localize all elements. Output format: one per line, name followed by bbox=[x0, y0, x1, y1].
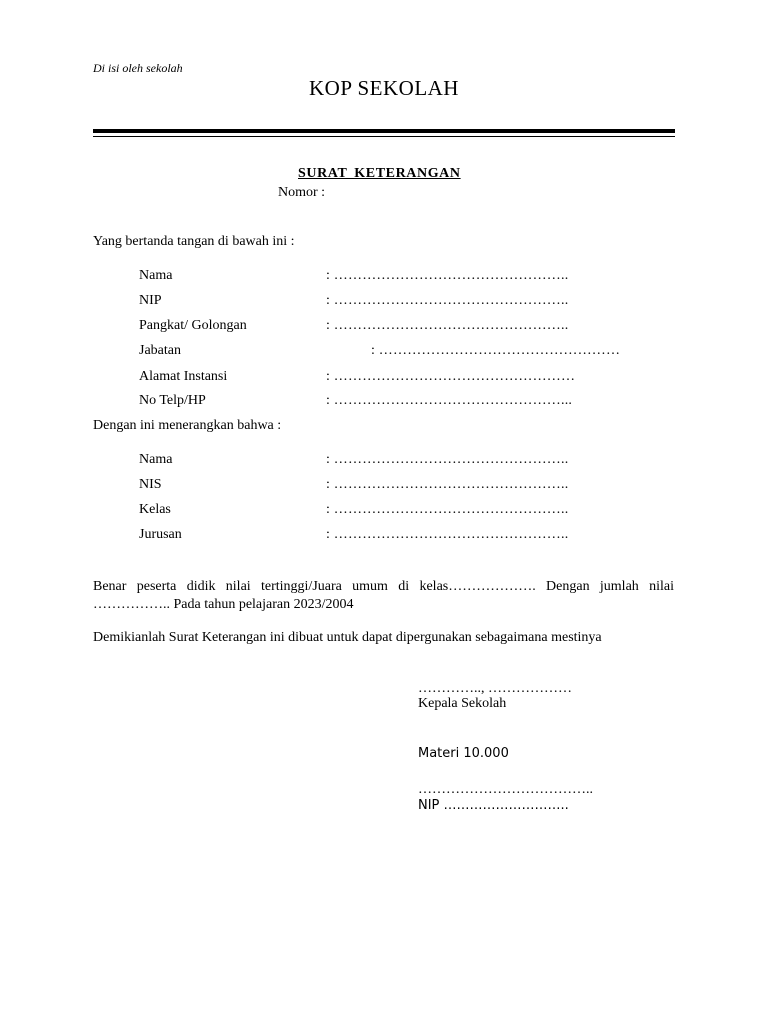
signer-position-value: : …………………………………………… bbox=[371, 343, 621, 358]
signer-phone-value: : …………………………………………... bbox=[326, 393, 573, 408]
school-letterhead: KOP SEKOLAH bbox=[309, 76, 459, 100]
student-class-label: Kelas bbox=[139, 502, 171, 517]
signer-position-label: Jabatan bbox=[139, 343, 181, 358]
signer-rank-value: : ………………………………………….. bbox=[326, 318, 569, 333]
header-note: Di isi oleh sekolah bbox=[93, 61, 183, 75]
letterhead-thin-rule bbox=[93, 136, 675, 137]
closing-statement: Demikianlah Surat Keterangan ini dibuat untuk dapat dipergunakan sebagaimana mestinya bbox=[93, 630, 602, 645]
signature-place-date: ………….., ……………… bbox=[418, 681, 572, 696]
student-major-value: : ………………………………………….. bbox=[326, 527, 569, 542]
signer-phone-label: No Telp/HP bbox=[139, 393, 206, 408]
document-number: Nomor : bbox=[278, 185, 326, 200]
student-name-value: : ………………………………………….. bbox=[326, 452, 569, 467]
signature-nip: NIP ……………………….. bbox=[418, 798, 569, 813]
signer-nip-label: NIP bbox=[139, 293, 162, 308]
student-name-label: Nama bbox=[139, 452, 173, 467]
student-intro: Dengan ini menerangkan bahwa : bbox=[93, 418, 282, 433]
signer-rank-label: Pangkat/ Golongan bbox=[139, 318, 247, 333]
student-nis-label: NIS bbox=[139, 477, 162, 492]
letterhead-thick-rule bbox=[93, 129, 675, 133]
statement-line-1: Benar peserta didik nilai tertinggi/Juara umum di kelas………………. Dengan jumlah nilai bbox=[93, 579, 674, 594]
signer-address-label: Alamat Instansi bbox=[139, 369, 228, 384]
signer-name-label: Nama bbox=[139, 268, 173, 283]
signature-stamp-duty: Materi 10.000 bbox=[418, 746, 509, 761]
document-title: SURAT KETERANGAN bbox=[298, 166, 461, 181]
student-nis-value: : ………………………………………….. bbox=[326, 477, 569, 492]
signature-position: Kepala Sekolah bbox=[418, 696, 507, 711]
signer-address-value: : …………………………………………… bbox=[326, 369, 576, 384]
signature-name-line: ……………………………….. bbox=[418, 782, 593, 797]
signer-nip-value: : ………………………………………….. bbox=[326, 293, 569, 308]
signer-name-value: : ………………………………………….. bbox=[326, 268, 569, 283]
student-class-value: : ………………………………………….. bbox=[326, 502, 569, 517]
statement-line-2: …………….. Pada tahun pelajaran 2023/2004 bbox=[93, 597, 354, 612]
student-major-label: Jurusan bbox=[139, 527, 182, 542]
signer-intro: Yang bertanda tangan di bawah ini : bbox=[93, 234, 295, 249]
